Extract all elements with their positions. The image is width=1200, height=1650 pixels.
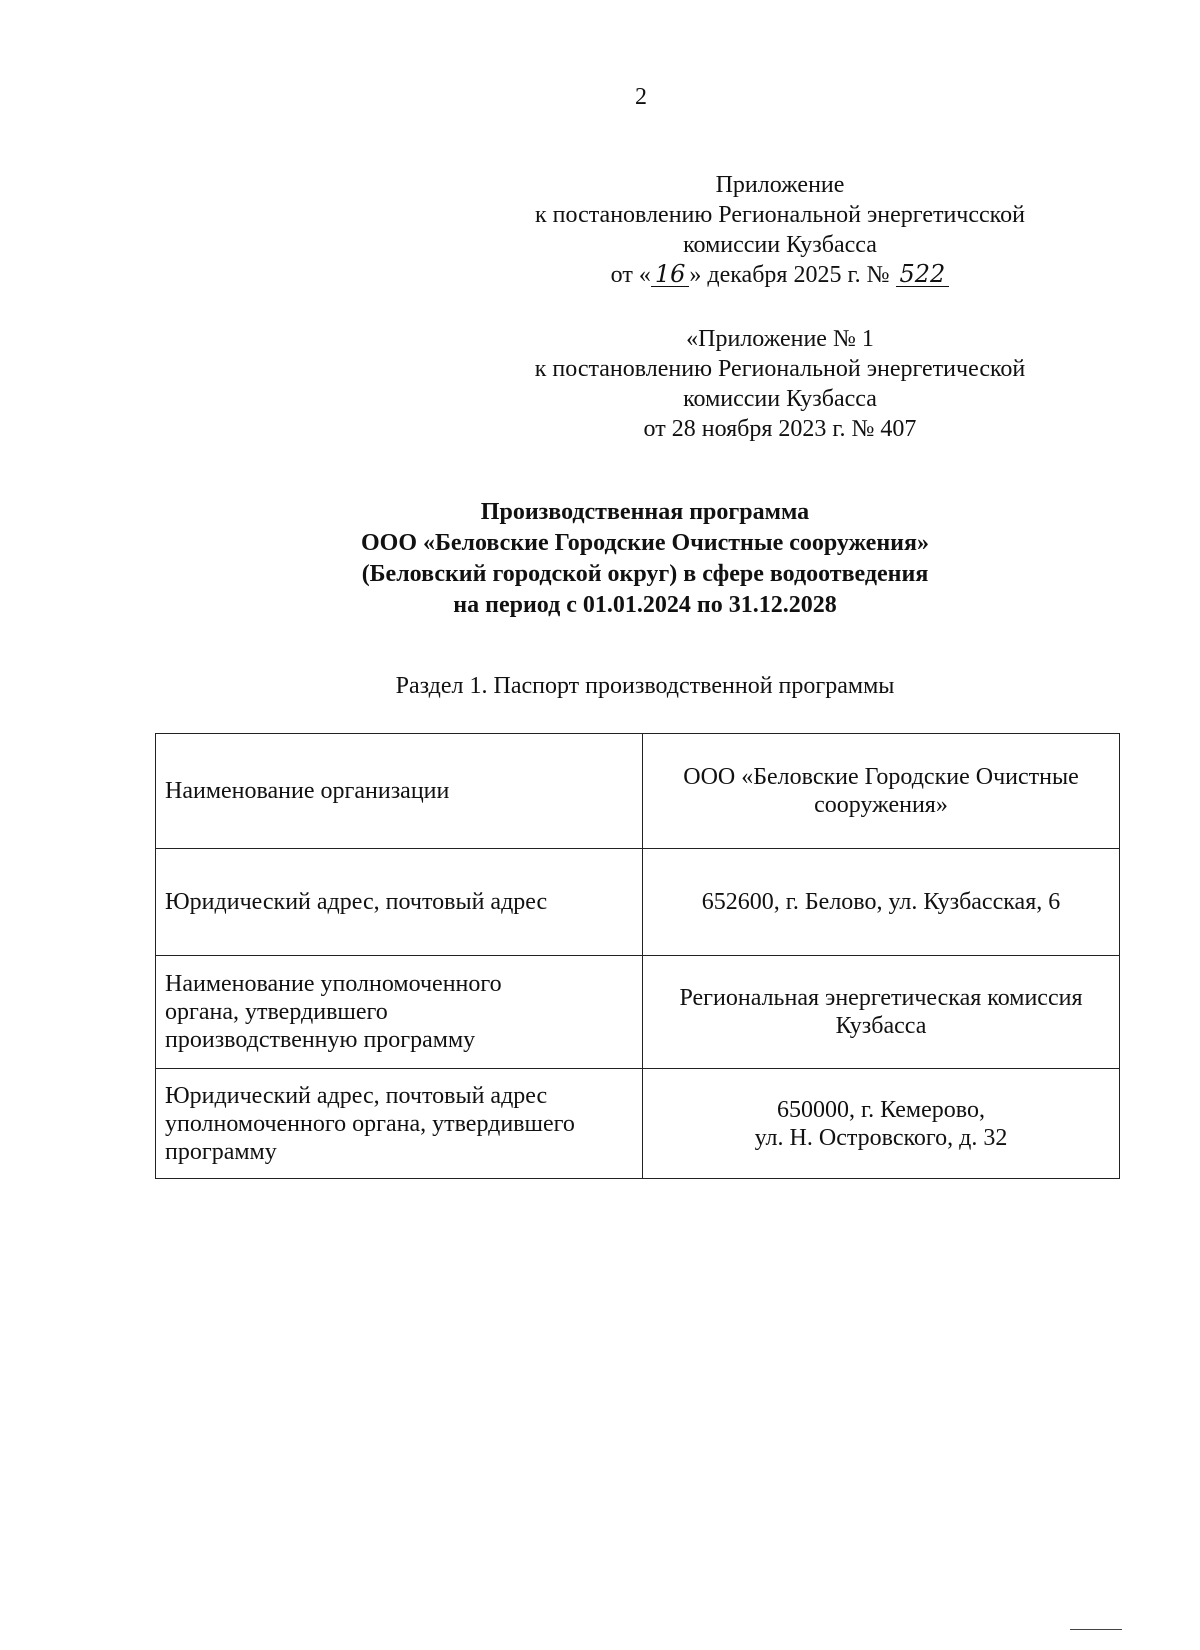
- cell-text-line: 650000, г. Кемерово,: [777, 1096, 985, 1123]
- cell-text-line: Региональная энергетическая комиссия: [679, 985, 1083, 1011]
- table-row: [156, 734, 1120, 849]
- table-value-cell: [643, 1069, 1120, 1179]
- passport-table: [155, 733, 1120, 1179]
- cell-text-line: Наименование уполномоченного: [165, 971, 502, 997]
- table-label-cell: [156, 849, 643, 956]
- cell-text-line: органа, утвердившего: [165, 999, 388, 1025]
- appendix-original-date-line: от 28 ноября 2023 г. № 407: [643, 416, 917, 442]
- date-prefix: от «: [610, 262, 651, 288]
- appendix-current-block: [500, 170, 1060, 290]
- cell-text-line: программу: [165, 1138, 277, 1165]
- cell-text-line: Юридический адрес, почтовый адрес: [165, 889, 548, 915]
- document-title: [0, 497, 1200, 621]
- cell-text-line: 652600, г. Белово, ул. Кузбасская, 6: [701, 889, 1061, 915]
- appendix-original-commission: комиссии Кузбасса: [683, 386, 877, 412]
- appendix-original-block: [500, 324, 1060, 444]
- table-row: [156, 849, 1120, 956]
- cell-text-line: Кузбасса: [835, 1013, 927, 1039]
- document-title-line-4: на период с 01.01.2024 по 31.12.2028: [453, 592, 837, 618]
- table-row: [156, 1069, 1120, 1179]
- document-title-line-2: ООО «Беловские Городские Очистные сооружения»: [361, 530, 929, 556]
- cell-text-line: производственную программу: [165, 1027, 476, 1053]
- document-title-line-1: Производственная программа: [480, 499, 810, 525]
- cell-text-line: Наименование организации: [165, 778, 450, 804]
- handwritten-number: 522: [896, 262, 950, 287]
- cell-text-line: Юридический адрес, почтовый адрес: [165, 1082, 548, 1109]
- appendix-current-date-line: [500, 260, 1060, 290]
- cell-text-line: сооружения»: [814, 792, 948, 818]
- appendix-original-title: «Приложение № 1: [686, 326, 874, 352]
- table-label-cell: [156, 734, 643, 849]
- cell-text-line: ООО «Беловские Городские Очистные: [683, 764, 1079, 790]
- table-value-cell: [643, 849, 1120, 956]
- cell-text-line: ул. Н. Островского, д. 32: [754, 1124, 1008, 1151]
- date-middle: » декабря 2025 г. №: [689, 262, 890, 288]
- cell-text-line: уполномоченного органа, утвердившего: [165, 1110, 575, 1137]
- appendix-current-commission: комиссии Кузбасса: [683, 232, 877, 258]
- footer-rule: [1070, 1629, 1122, 1630]
- section-heading: Раздел 1. Паспорт производственной программы: [395, 673, 895, 699]
- table-value-cell: [643, 734, 1120, 849]
- table-label-cell: [156, 1069, 643, 1179]
- table-value-cell: [643, 956, 1120, 1069]
- table-label-cell: [156, 956, 643, 1069]
- handwritten-day: 16: [651, 262, 690, 287]
- appendix-current-resolution: к постановлению Региональной энергетичсской: [535, 202, 1025, 228]
- document-title-line-3: (Беловский городской округ) в сфере водоотведения: [361, 561, 929, 587]
- appendix-original-resolution: к постановлению Региональной энергетической: [534, 356, 1026, 382]
- table-row: [156, 956, 1120, 1069]
- appendix-current-title: Приложение: [715, 172, 845, 198]
- page-number: 2: [635, 84, 647, 110]
